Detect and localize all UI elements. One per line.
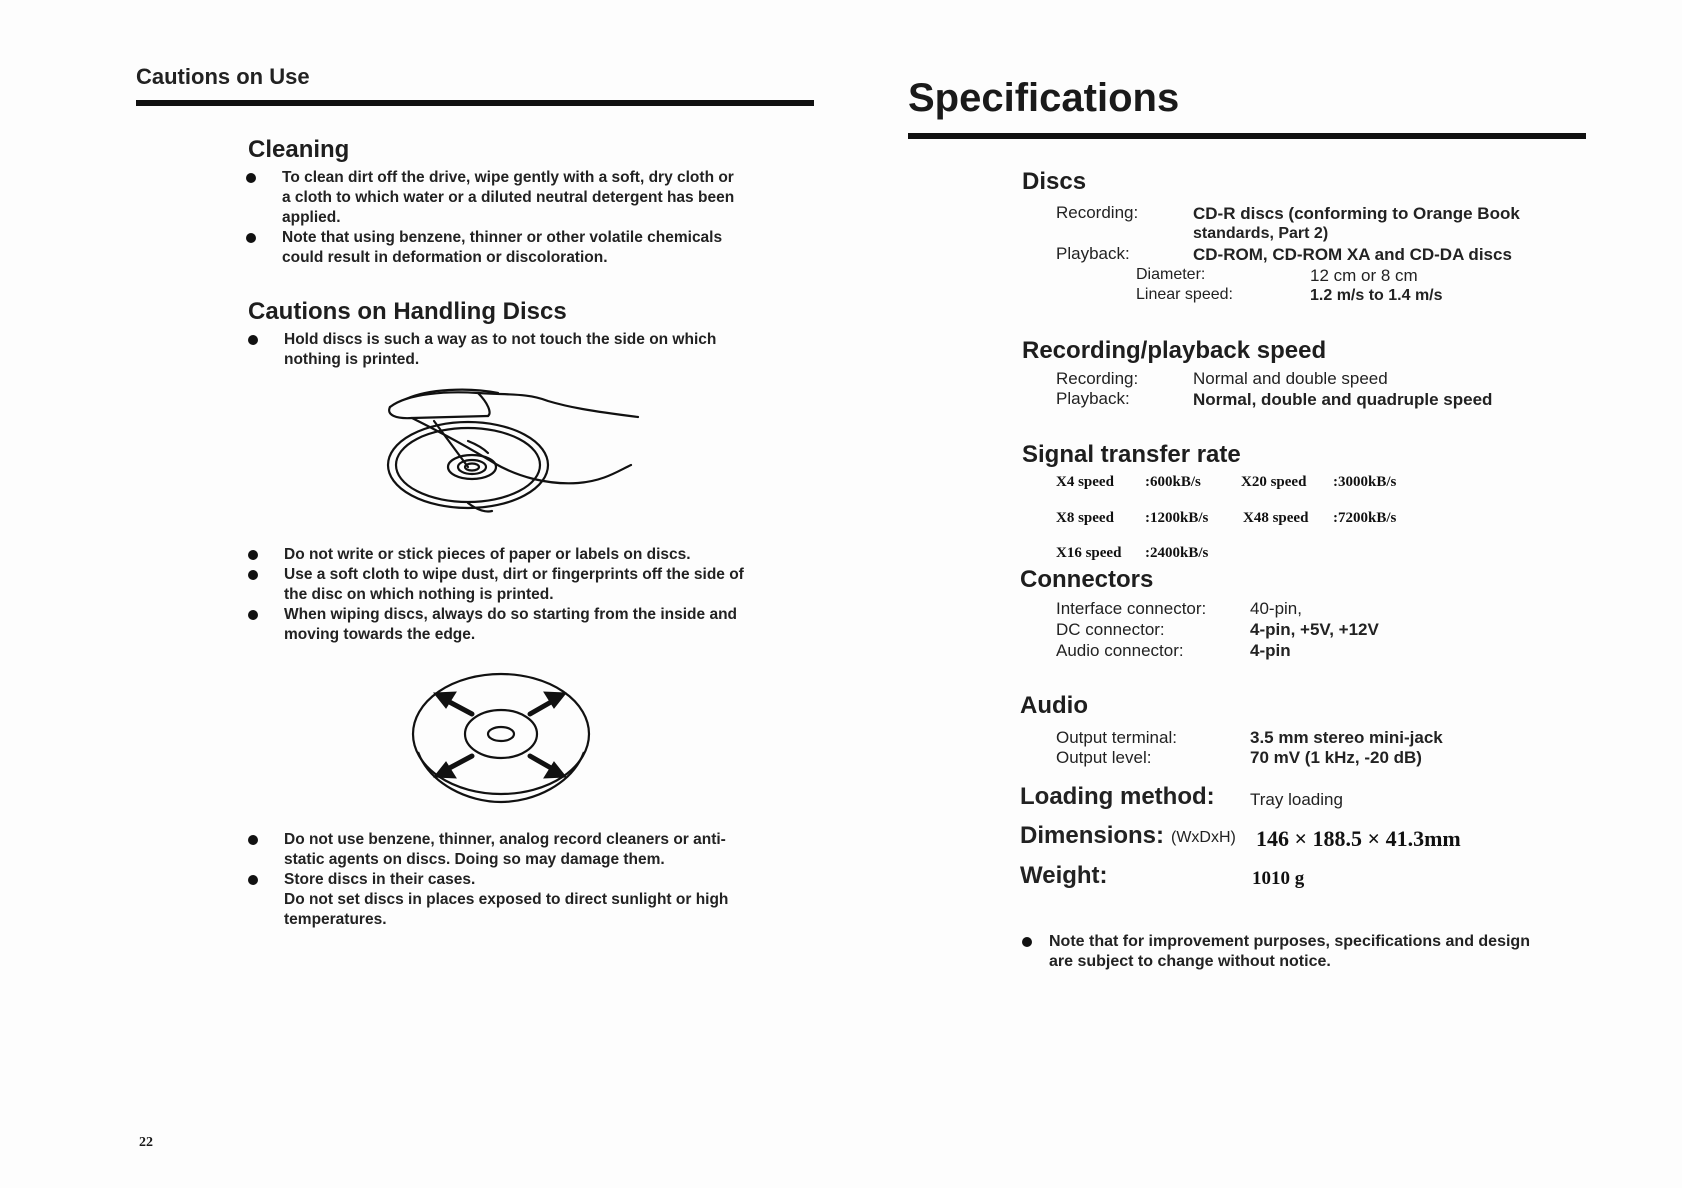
loading-label: Loading method: bbox=[1020, 783, 1215, 810]
discs-playback-label: Playback: bbox=[1056, 244, 1130, 263]
bullet-icon bbox=[248, 875, 258, 885]
discs-title: Discs bbox=[1022, 168, 1087, 195]
discs-recording-label: Recording: bbox=[1056, 203, 1139, 222]
header-rule bbox=[136, 100, 814, 106]
rate-label: X8 speed bbox=[1056, 510, 1114, 526]
handling-bullet-3: Use a soft cloth to wipe dust, dirt or fingerprints off the side of the disc on which nothing is printed. bbox=[284, 565, 824, 605]
dimensions-label: Dimensions: bbox=[1020, 822, 1165, 849]
connector-value: 4-pin bbox=[1250, 641, 1291, 660]
weight-value: 1010 g bbox=[1252, 868, 1305, 889]
rate-label: X4 speed bbox=[1056, 474, 1114, 490]
cleaning-title: Cleaning bbox=[248, 136, 350, 163]
disc-wipe-direction-illustration bbox=[408, 668, 594, 806]
rp-playback-value: Normal, double and quadruple speed bbox=[1193, 390, 1493, 409]
connector-value: 40-pin, bbox=[1250, 599, 1302, 618]
dimensions-value: 146 × 188.5 × 41.3mm bbox=[1256, 826, 1461, 851]
page-number: 22 bbox=[139, 1135, 153, 1150]
audio-label: Output level: bbox=[1056, 748, 1152, 767]
bullet-icon bbox=[248, 610, 258, 620]
weight-label: Weight: bbox=[1020, 862, 1108, 889]
handling-bullet-1: Hold discs is such a way as to not touch the side on which nothing is printed. bbox=[284, 330, 824, 370]
handling-title: Cautions on Handling Discs bbox=[248, 298, 567, 325]
bullet-icon bbox=[246, 173, 256, 183]
discs-playback-value: CD-ROM, CD-ROM XA and CD-DA discs bbox=[1193, 245, 1512, 264]
audio-value: 70 mV (1 kHz, -20 dB) bbox=[1250, 748, 1422, 767]
rate-value: :600kB/s bbox=[1145, 474, 1201, 490]
loading-value: Tray loading bbox=[1250, 790, 1343, 809]
handling-bullet-4: When wiping discs, always do so starting from the inside and moving towards the edge. bbox=[284, 605, 824, 645]
handling-bullet-5: Do not use benzene, thinner, analog record cleaners or anti- static agents on discs. Doing so may damage them. bbox=[284, 830, 824, 870]
bullet-icon bbox=[248, 550, 258, 560]
rp-playback-label: Playback: bbox=[1056, 389, 1130, 408]
bullet-icon bbox=[248, 335, 258, 345]
bullet-icon bbox=[248, 570, 258, 580]
dimensions-unit: (WxDxH) bbox=[1171, 829, 1236, 846]
hand-holding-disc-illustration bbox=[368, 385, 648, 525]
connector-label: DC connector: bbox=[1056, 620, 1165, 639]
rate-label: X48 speed bbox=[1243, 510, 1309, 526]
section-header: Cautions on Use bbox=[136, 64, 310, 89]
bullet-icon bbox=[1022, 937, 1032, 947]
connector-label: Audio connector: bbox=[1056, 641, 1184, 660]
rate-label: X16 speed bbox=[1056, 545, 1122, 561]
rate-label: X20 speed bbox=[1241, 474, 1307, 490]
bullet-icon bbox=[246, 233, 256, 243]
cleaning-bullet-2: Note that using benzene, thinner or other volatile chemicals could result in deformation or discoloration. bbox=[282, 228, 822, 268]
discs-diameter-label: Diameter: bbox=[1136, 266, 1206, 283]
spec-note: Note that for improvement purposes, specifications and design are subject to change without notice. bbox=[1049, 932, 1609, 972]
audio-title: Audio bbox=[1020, 692, 1088, 719]
connector-label: Interface connector: bbox=[1056, 599, 1207, 618]
cleaning-bullet-1: To clean dirt off the drive, wipe gently with a soft, dry cloth or a cloth to which water or a diluted neutral detergent has been applied. bbox=[282, 168, 822, 228]
audio-value: 3.5 mm stereo mini-jack bbox=[1250, 728, 1443, 747]
transfer-title: Signal transfer rate bbox=[1022, 441, 1241, 468]
handling-bullet-6: Store discs in their cases. Do not set discs in places exposed to direct sunlight or high temperatures. bbox=[284, 870, 824, 930]
connector-value: 4-pin, +5V, +12V bbox=[1250, 620, 1379, 639]
discs-recording-value: CD-R discs (conforming to Orange Book bbox=[1193, 204, 1520, 223]
discs-diameter-value: 12 cm or 8 cm bbox=[1310, 266, 1418, 285]
rp-speed-title: Recording/playback speed bbox=[1022, 337, 1327, 364]
audio-label: Output terminal: bbox=[1056, 728, 1177, 747]
rate-value: :3000kB/s bbox=[1333, 474, 1397, 490]
rate-value: :7200kB/s bbox=[1333, 510, 1397, 526]
rp-recording-value: Normal and double speed bbox=[1193, 369, 1388, 388]
discs-speed-label: Linear speed: bbox=[1136, 286, 1233, 303]
discs-recording-value-cont: standards, Part 2) bbox=[1193, 225, 1329, 242]
rp-recording-label: Recording: bbox=[1056, 369, 1139, 388]
title-rule bbox=[908, 133, 1586, 139]
bullet-icon bbox=[248, 835, 258, 845]
handling-bullet-2: Do not write or stick pieces of paper or labels on discs. bbox=[284, 545, 824, 565]
page-title: Specifications bbox=[908, 76, 1180, 120]
rate-value: :1200kB/s bbox=[1145, 510, 1209, 526]
discs-speed-value: 1.2 m/s to 1.4 m/s bbox=[1310, 287, 1443, 304]
rate-value: :2400kB/s bbox=[1145, 545, 1209, 561]
connectors-title: Connectors bbox=[1020, 566, 1154, 593]
